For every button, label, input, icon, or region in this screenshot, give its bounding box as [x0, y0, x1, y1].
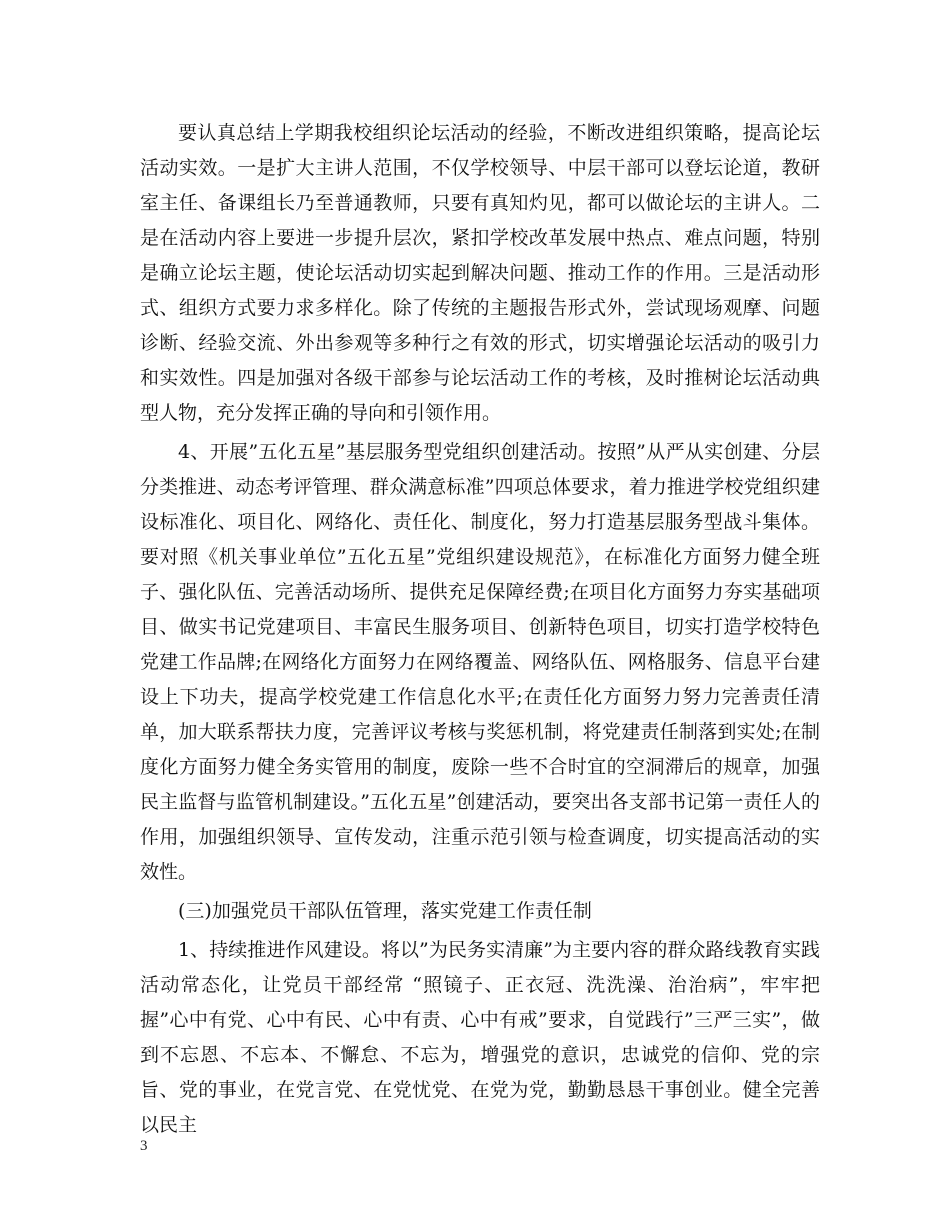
- page-number: 3: [140, 1138, 148, 1154]
- paragraph-work-style: 1、持续推进作风建设。将以”为民务实清廉”为主要内容的群众路线教育实践活动常态化，让党员干部经常 “照镜子、正衣冠、洗洗澡、治治病”，牢牢把握”心中有党、心中有民、心中有责、心中有戒”要求，自觉践行”三严三实”，做到不忘恩、不忘本、不懈怠、不忘为，增强党的意识，忠诚党的信仰、党的宗旨、党的事业，在党言党、在党忧党、在党为党，勤勤恳恳干事创业。健全完善以民主: [140, 939, 820, 1136]
- paragraph-five-stars-campaign: 4、开展”五化五星”基层服务型党组织创建活动。按照”从严从实创建、分层分类推进、动态考评管理、群众满意标准”四项总体要求，着力推进学校党组织建设标准化、项目化、网络化、责任化、制度化，努力打造基层服务型战斗集体。要对照《机关事业单位”五化五星”党组织建设规范》，在标准化方面努力健全班子、强化队伍、完善活动场所、提供充足保障经费;在项目化方面努力夯实基础项目、做实书记党建项目、丰富民生服务项目、创新特色项目，切实打造学校特色党建工作品牌;在网络化方面努力在网络覆盖、网络队伍、网格服务、信息平台建设上下功夫，提高学校党建工作信息化水平;在责任化方面努力努力完善责任清单，加大联系帮扶力度，完善评议考核与奖惩机制，将党建责任制落到实处;在制度化方面努力健全务实管用的制度，废除一些不合时宜的空洞滞后的规章，加强民主监督与监管机制建设。”五化五星”创建活动，要突出各支部书记第一责任人的作用，加强组织领导、宣传发动，注重示范引领与检查调度，切实提高活动的实效性。: [140, 441, 820, 883]
- document-body: [140, 116, 820, 1147]
- paragraph-forum-activities: 要认真总结上学期我校组织论坛活动的经验，不断改进组织策略，提高论坛活动实效。一是扩大主讲人范围，不仅学校领导、中层干部可以登坛论道，教研室主任、备课组长乃至普通教师，只要有真知灼见，都可以做论坛的主讲人。二是在活动内容上要进一步提升层次，紧扣学校改革发展中热点、难点问题，特别是确立论坛主题，使论坛活动切实起到解决问题、推动工作的作用。三是活动形式、组织方式要力求多样化。除了传统的主题报告形式外，尝试现场观摩、问题诊断、经验交流、外出参观等多种行之有效的形式，切实增强论坛活动的吸引力和实效性。四是加强对各级干部参与论坛活动工作的考核，及时推树论坛活动典型人物，充分发挥正确的导向和引领作用。: [140, 122, 820, 424]
- section-heading-cadre-management: (三)加强党员干部队伍管理，落实党建工作责任制: [178, 900, 592, 922]
